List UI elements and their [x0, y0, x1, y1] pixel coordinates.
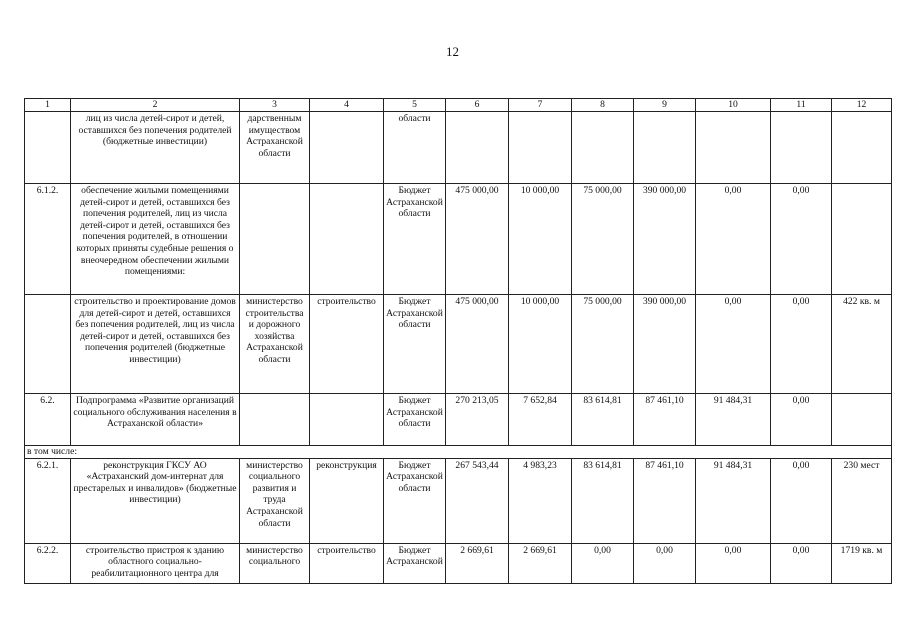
- executor: министерство социального: [240, 543, 310, 583]
- row-number: 6.2.1.: [25, 458, 71, 543]
- amount-col9: 0,00: [634, 543, 696, 583]
- amount-col9: 87 461,10: [634, 458, 696, 543]
- amount-col7: 4 983,23: [509, 458, 572, 543]
- page-number: 12: [446, 44, 459, 59]
- amount-col8: [572, 112, 634, 184]
- capacity: 422 кв. м: [832, 295, 892, 394]
- funding-source: области: [384, 112, 446, 184]
- amount-col8: 0,00: [572, 543, 634, 583]
- funding-source: Бюджет Астраханской области: [384, 295, 446, 394]
- amount-col10: [696, 112, 771, 184]
- amount-col10: 0,00: [696, 184, 771, 295]
- header-cell: 8: [572, 99, 634, 112]
- activity-name: Подпрограмма «Развитие организаций социального обслуживания населения в Астраханской области»: [71, 394, 240, 446]
- subheader-text: в том числе:: [25, 446, 892, 459]
- table-row: [25, 112, 892, 184]
- header-cell: 4: [310, 99, 384, 112]
- amount-col7: 7 652,84: [509, 394, 572, 446]
- row-number: 6.1.2.: [25, 184, 71, 295]
- amount-col11: 0,00: [771, 458, 832, 543]
- work-type: [310, 184, 384, 295]
- row-number: [25, 112, 71, 184]
- row-number: [25, 295, 71, 394]
- amount-col8: 75 000,00: [572, 184, 634, 295]
- amount-col7: [509, 112, 572, 184]
- header-cell: 11: [771, 99, 832, 112]
- work-type: [310, 394, 384, 446]
- executor: [240, 184, 310, 295]
- header-cell: 6: [446, 99, 509, 112]
- amount-col8: 83 614,81: [572, 394, 634, 446]
- capacity: [832, 394, 892, 446]
- executor: дарственным имуществом Астраханской области: [240, 112, 310, 184]
- table-row: [25, 295, 892, 394]
- row-number: 6.2.2.: [25, 543, 71, 583]
- executor: министерство строительства и дорожного хозяйства Астраханской области: [240, 295, 310, 394]
- row-number: 6.2.: [25, 394, 71, 446]
- total-amount: 475 000,00: [446, 295, 509, 394]
- amount-col10: 91 484,31: [696, 458, 771, 543]
- amount-col11: 0,00: [771, 184, 832, 295]
- capacity: 1719 кв. м: [832, 543, 892, 583]
- total-amount: 270 213,05: [446, 394, 509, 446]
- amount-col11: 0,00: [771, 394, 832, 446]
- capacity: 230 мест: [832, 458, 892, 543]
- funding-source: Бюджет Астраханской области: [384, 184, 446, 295]
- header-cell: 3: [240, 99, 310, 112]
- amount-col10: 0,00: [696, 295, 771, 394]
- table-row: [25, 458, 892, 543]
- header-row: [25, 99, 892, 112]
- funding-source: Бюджет Астраханской области: [384, 458, 446, 543]
- amount-col10: 91 484,31: [696, 394, 771, 446]
- total-amount: 475 000,00: [446, 184, 509, 295]
- amount-col11: 0,00: [771, 295, 832, 394]
- table-row: [25, 394, 892, 446]
- amount-col10: 0,00: [696, 543, 771, 583]
- amount-col11: [771, 112, 832, 184]
- activity-name: лиц из числа детей-сирот и детей, оставшихся без попечения родителей (бюджетные инвестиции): [71, 112, 240, 184]
- table-row: [25, 543, 892, 583]
- funding-source: Бюджет Астраханской области: [384, 394, 446, 446]
- header-cell: 10: [696, 99, 771, 112]
- amount-col7: 10 000,00: [509, 295, 572, 394]
- activity-name: реконструкция ГКСУ АО «Астраханский дом-интернат для престарелых и инвалидов» (бюджетные инвестиции): [71, 458, 240, 543]
- amount-col8: 83 614,81: [572, 458, 634, 543]
- work-type: [310, 112, 384, 184]
- subheader-row: [25, 446, 892, 459]
- table-row: [25, 184, 892, 295]
- amount-col7: 2 669,61: [509, 543, 572, 583]
- executor: министерство социального развития и труда Астраханской области: [240, 458, 310, 543]
- work-type: строительство: [310, 543, 384, 583]
- work-type: реконструкция: [310, 458, 384, 543]
- amount-col9: 390 000,00: [634, 184, 696, 295]
- activity-name: обеспечение жилыми помещениями детей-сирот и детей, оставшихся без попечения родителей, лиц из числа детей-сирот и детей, оставшихся без попечения родителей, в отношении которых приняты судебные решения о внеочередном обеспечении жилыми помещениями:: [71, 184, 240, 295]
- header-cell: 1: [25, 99, 71, 112]
- funding-source: Бюджет Астраханской: [384, 543, 446, 583]
- amount-col9: [634, 112, 696, 184]
- amount-col8: 75 000,00: [572, 295, 634, 394]
- total-amount: [446, 112, 509, 184]
- amount-col11: 0,00: [771, 543, 832, 583]
- executor: [240, 394, 310, 446]
- amount-col9: 390 000,00: [634, 295, 696, 394]
- program-table: [24, 98, 892, 584]
- header-cell: 12: [832, 99, 892, 112]
- header-cell: 2: [71, 99, 240, 112]
- capacity: [832, 184, 892, 295]
- header-cell: 7: [509, 99, 572, 112]
- total-amount: 2 669,61: [446, 543, 509, 583]
- activity-name: строительство и проектирование домов для детей-сирот и детей, оставшихся без попечения родителей, лиц из числа детей-сирот и детей, оставшихся без попечения родителей (бюджетные инвестиции): [71, 295, 240, 394]
- header-cell: 9: [634, 99, 696, 112]
- amount-col7: 10 000,00: [509, 184, 572, 295]
- header-cell: 5: [384, 99, 446, 112]
- work-type: строительство: [310, 295, 384, 394]
- amount-col9: 87 461,10: [634, 394, 696, 446]
- total-amount: 267 543,44: [446, 458, 509, 543]
- capacity: [832, 112, 892, 184]
- activity-name: строительство пристроя к зданию областного социально-реабилитационного центра для: [71, 543, 240, 583]
